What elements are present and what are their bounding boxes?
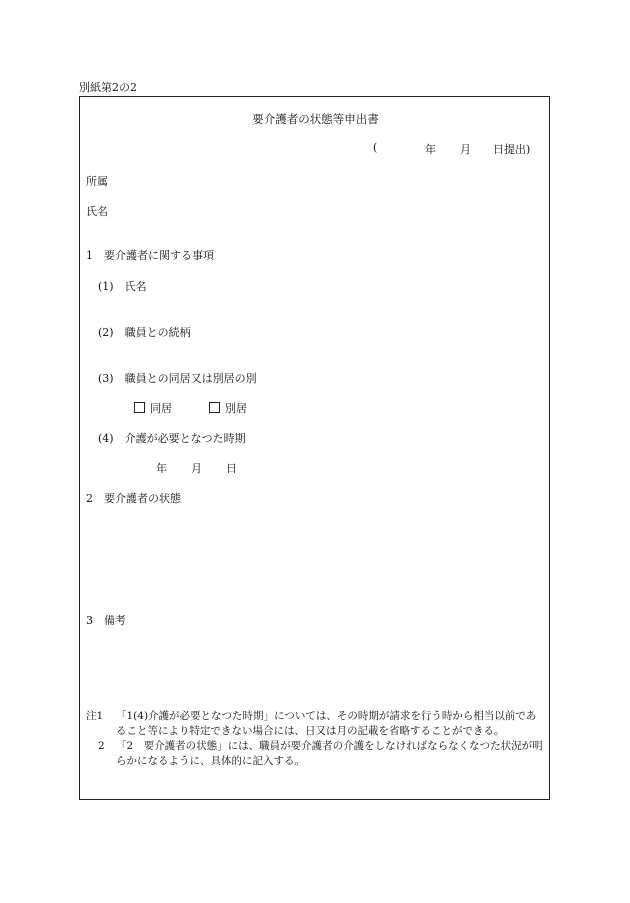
submission-day-label: 日提出) [493,143,531,156]
separate-option[interactable] [209,400,247,416]
note-2 [86,739,546,769]
care-start-day-label: 日 [226,462,237,475]
notes-block [86,709,546,769]
form-number-label: 別紙第2の2 [79,81,137,94]
care-start-month-label: 月 [191,462,202,475]
cohabitation-label: (3) 職員との同居又は別居の別 [98,372,257,385]
separate-checkbox[interactable] [209,402,220,413]
submission-open-paren: ( [373,141,378,154]
section2-heading: 2 要介護者の状態 [86,492,181,505]
note-1-number: 注1 [86,710,104,722]
form-frame [79,96,550,800]
care-start-label: (4) 介護が必要となつた時期 [98,432,246,445]
form-title: 要介護者の状態等申出書 [252,112,379,126]
section3-heading: 3 備考 [86,614,126,627]
cohabit-option-label: 同居 [150,402,172,415]
separate-option-label: 別居 [225,402,247,415]
note-1-text: 「1(4)介護が必要となつた時期」については、その時期が請求を行う時から相当以前であること等により特定できない場合には、日又は月の記載を省略することができる。 [116,710,537,737]
relationship-label: (2) 職員との続柄 [98,326,191,339]
cohabit-option[interactable] [134,400,172,416]
cohabit-checkbox[interactable] [134,402,145,413]
affiliation-label: 所属 [86,175,108,188]
submission-year-label: 年 [425,143,436,156]
submission-month-label: 月 [460,143,471,156]
cared-person-name-label: (1) 氏名 [98,280,147,293]
note-2-number: 2 [98,740,105,752]
applicant-name-label: 氏名 [86,205,108,218]
note-1 [86,709,546,739]
section1-heading: 1 要介護者に関する事項 [86,249,214,262]
care-start-year-label: 年 [156,462,167,475]
note-2-text: 「2 要介護者の状態」には、職員が要介護者の介護をしなければならなくなつた状況が明らかになるように、具体的に記入する。 [116,740,543,767]
